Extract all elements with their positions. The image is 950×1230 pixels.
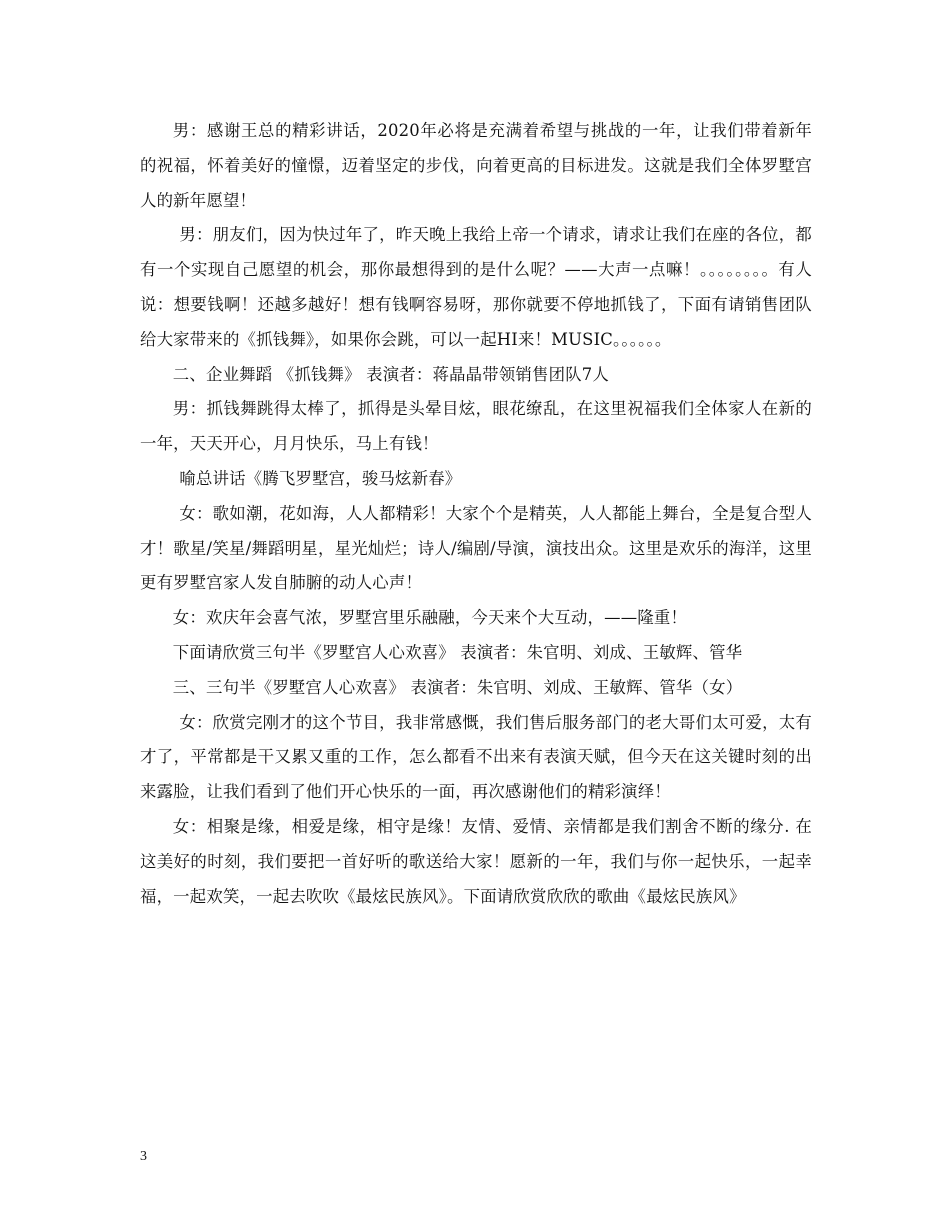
paragraph-money-dance-closing: 男：抓钱舞跳得太棒了，抓得是头晕目炫，眼花缭乱，在这里祝福我们全体家人在新的一年，天天开心，月月快乐，马上有钱！ xyxy=(140,399,812,454)
paragraph-thanks-speech: 男：感谢王总的精彩讲话，2020年必将是充满着希望与挑战的一年，让我们带着新年的祝福，怀着美好的憧憬，迈着坚定的步伐，向着更高的目标进发。这就是我们全体罗墅宫人的新年愿望！ xyxy=(140,121,812,210)
paragraph-sanjuban-intro: 下面请欣赏三句半《罗墅宫人心欢喜》 表演者：朱官明、刘成、王敏辉、管华 xyxy=(172,642,743,662)
paragraph-program-two: 二、企业舞蹈 《抓钱舞》 表演者：蒋晶晶带领销售团队7人 xyxy=(172,364,610,384)
document-body xyxy=(140,114,812,914)
page-number: 3 xyxy=(140,1149,147,1164)
paragraph-money-dance-intro: 男：朋友们，因为快过年了，昨天晚上我给上帝一个请求，请求让我们在座的各位，都有一个实现自己愿望的机会，那你最想得到的是什么呢？——大声一点嘛！。。。。。。。。有人说：想要钱啊！还越多越好！想有钱啊容易呀，那你就要不停地抓钱了，下面有请销售团队给大家带来的《抓钱舞》，如果你会跳，可以一起HI来！MUSIC。。。。。。 xyxy=(140,225,812,349)
paragraph-yu-speech: 喻总讲话《腾飞罗墅宫，骏马炫新春》 xyxy=(179,468,462,488)
paragraph-songs-flowers: 女：歌如潮，花如海，人人都精彩！大家个个是精英，人人都能上舞台，全是复合型人才！歌星/笑星/舞蹈明星，星光灿烂；诗人/编剧/导演，演技出众。这里是欢乐的海洋，这里更有罗墅宫家人发自肺腑的动人心声！ xyxy=(140,503,812,593)
paragraph-celebration: 女：欢庆年会喜气浓，罗墅宫里乐融融，今天来个大互动，——隆重！ xyxy=(172,608,688,628)
paragraph-song-intro: 女：相聚是缘，相爱是缘，相守是缘！友情、爱情、亲情都是我们割舍不断的缘分. 在这美好的时刻，我们要把一首好听的歌送给大家！愿新的一年，我们与你一起快乐，一起幸福，一起欢笑，一起去吹吹《最炫民族风》。下面请欣赏欣欣的歌曲《最炫民族风》 xyxy=(140,816,812,906)
paragraph-program-three: 三、三句半《罗墅宫人心欢喜》 表演者：朱官明、刘成、王敏辉、管华（女） xyxy=(172,677,743,697)
paragraph-after-sanjuban: 女：欣赏完刚才的这个节目，我非常感慨，我们售后服务部门的老大哥们太可爱，太有才了，平常都是干又累又重的工作，怎么都看不出来有表演天赋，但今天在这关键时刻的出来露脸，让我们看到了他们开心快乐的一面，再次感谢他们的精彩演绎！ xyxy=(140,712,812,802)
